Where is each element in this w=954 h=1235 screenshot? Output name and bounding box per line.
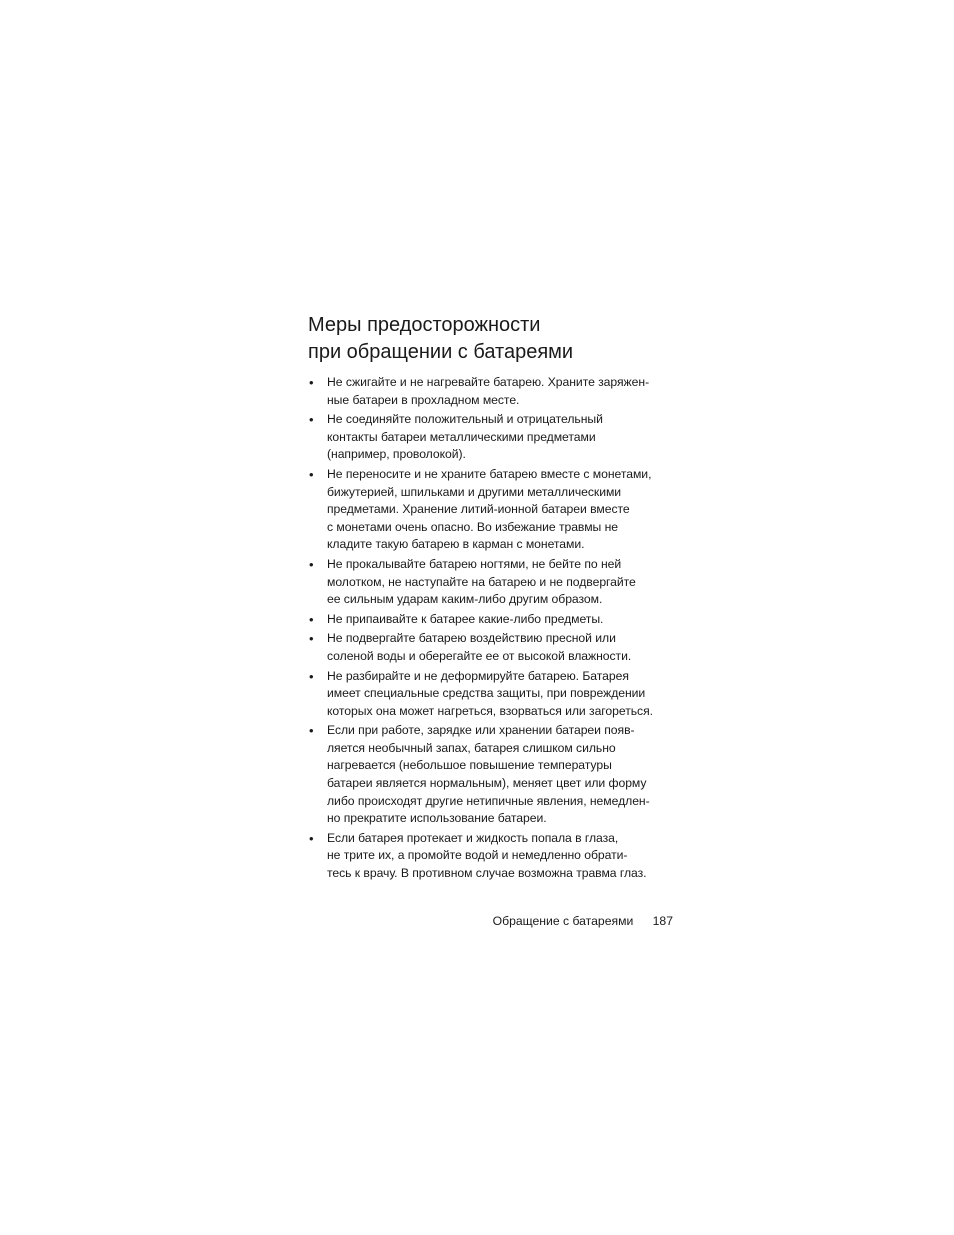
list-item-text-line: Не припаивайте к батарее какие-либо предметы. bbox=[327, 611, 604, 626]
list-item-text-line: ные батареи в прохладном месте. bbox=[327, 392, 520, 407]
list-item-text-line: тесь к врачу. В противном случае возможна травма глаз. bbox=[327, 866, 647, 881]
list-item-text-line: Не сжигайте и не нагревайте батарею. Храните заряжен- bbox=[327, 375, 650, 389]
bullet-marker: • bbox=[309, 723, 314, 739]
list-item-text-line: Не переносите и не храните батарею вместе с монетами, bbox=[327, 466, 652, 481]
list-item-text-line: Не подвергайте батарею воздействию пресной или bbox=[327, 631, 616, 646]
list-item-text-line: ее сильным ударам каким-либо другим образом. bbox=[327, 592, 603, 607]
list-item bbox=[309, 830, 681, 883]
page-footer bbox=[420, 912, 673, 930]
list-item-text-line: контакты батареи металлическими предметами bbox=[327, 429, 596, 444]
section-title bbox=[308, 312, 688, 366]
list-item bbox=[309, 374, 681, 409]
list-item-text-line: кладите такую батарею в карман с монетами. bbox=[327, 537, 585, 552]
list-item bbox=[309, 611, 681, 629]
section-title-line: Меры предосторожности bbox=[308, 314, 541, 336]
bullet-marker: • bbox=[309, 631, 314, 647]
list-item-text-line: не трите их, а промойте водой и немедленно обрати- bbox=[327, 848, 628, 863]
list-item-text-line: нагревается (небольшое повышение температуры bbox=[327, 758, 612, 773]
list-item bbox=[309, 466, 681, 554]
list-item bbox=[309, 722, 681, 828]
list-item-text-line: Не разбирайте и не деформируйте батарею. Батарея bbox=[327, 668, 629, 683]
bullet-marker: • bbox=[309, 375, 314, 390]
list-item bbox=[309, 411, 681, 464]
list-item bbox=[309, 556, 681, 609]
list-item-text-line: с монетами очень опасно. Во избежание травмы не bbox=[327, 519, 619, 534]
list-item-text-line: соленой воды и оберегайте ее от высокой влажности. bbox=[327, 648, 632, 663]
list-item-text-line: Не прокалывайте батарею ногтями, не бейте по ней bbox=[327, 556, 622, 571]
list-item-text-line: либо происходят другие нетипичные явления, немедлен- bbox=[327, 793, 650, 808]
page-number: 187 bbox=[652, 914, 673, 928]
section-title-line: при обращении с батареями bbox=[308, 341, 574, 363]
bullet-marker: • bbox=[309, 830, 314, 846]
footer-section-title: Обращение с батареями bbox=[492, 914, 634, 928]
list-item-text-line: молотком, не наступайте на батарею и не подвергайте bbox=[327, 574, 636, 589]
list-item-text-line: бижутерией, шпильками и другими металлическими bbox=[327, 484, 622, 499]
bullet-marker: • bbox=[309, 466, 314, 482]
list-item bbox=[309, 668, 681, 721]
bullet-marker: • bbox=[309, 412, 314, 428]
list-item-text-line: Если при работе, зарядке или хранении батареи появ- bbox=[327, 723, 635, 738]
list-item-text-line: батареи является нормальным), меняет цвет или форму bbox=[327, 776, 647, 791]
list-item-text-line: которых она может нагреться, взорваться или загореться. bbox=[327, 703, 653, 718]
bullet-marker: • bbox=[309, 611, 314, 627]
list-item-text-line: но прекратите использование батареи. bbox=[327, 811, 547, 826]
bullet-marker: • bbox=[309, 556, 314, 572]
list-item-text-line: Если батарея протекает и жидкость попала в глаза, bbox=[327, 830, 619, 845]
list-item-text-line: имеет специальные средства защиты, при повреждении bbox=[327, 686, 646, 701]
list-item-text-line: ляется необычный запах, батарея слишком сильно bbox=[327, 740, 616, 755]
list-item-text-line: предметами. Хранение литий-ионной батареи вместе bbox=[327, 502, 630, 517]
list-item-text-line: (например, проволокой). bbox=[327, 447, 466, 462]
bullet-marker: • bbox=[309, 668, 314, 684]
list-item bbox=[309, 630, 681, 665]
list-item-text-line: Не соединяйте положительный и отрицательный bbox=[327, 412, 603, 427]
precautions-list bbox=[309, 374, 681, 885]
